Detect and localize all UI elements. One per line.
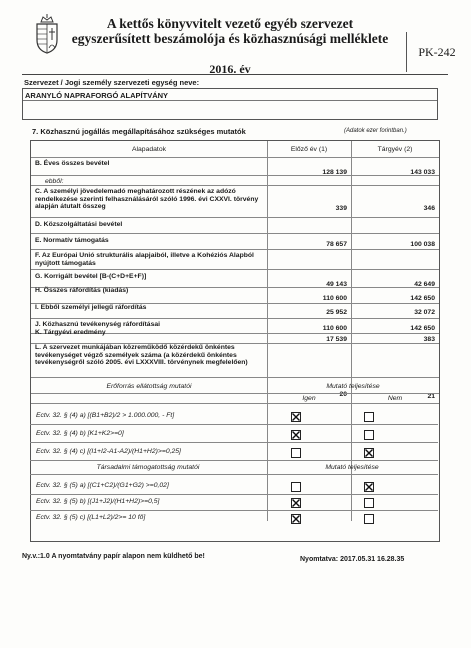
- social-row-a-yes-checkbox[interactable]: [291, 482, 301, 492]
- organization-name: ARANYLÓ NAPRAFORGÓ ALAPÍTVÁNY: [25, 91, 169, 100]
- row-e-label: E. Normatív támogatás: [35, 237, 109, 244]
- social-status-heading: Mutató teljesítése: [325, 464, 379, 471]
- form-title-line2: egyszerűsített beszámolója és közhasznúsági melléklete: [71, 31, 389, 46]
- check-mark-icon: [292, 413, 300, 421]
- resource-row-a-no-checkbox[interactable]: [364, 412, 374, 422]
- row-k-prev: 17 539: [326, 336, 347, 343]
- social-row-c-no-checkbox[interactable]: [364, 514, 374, 524]
- organization-box: [22, 88, 438, 120]
- header-current-year: Tárgyév (2): [377, 146, 413, 153]
- resource-row-b-no-checkbox[interactable]: [364, 430, 374, 440]
- social-row-b-no-checkbox[interactable]: [364, 498, 374, 508]
- social-row-a-label: Ectv. 32. § (5) a) [(C1+C2)/(G1+G2) >=0,02]: [36, 482, 169, 489]
- row-g-curr: 42 649: [414, 281, 435, 288]
- row-ebbol-label: ebből:: [45, 178, 64, 185]
- header-prev-year: Előző év (1): [290, 146, 328, 153]
- check-mark-icon: [365, 483, 373, 491]
- row-j-label: J. Közhasznú tevékenység ráfordításai: [35, 321, 161, 328]
- social-row-c-label: Ectv. 32. § (5) c) [(L1+L2)/2>= 10 fő]: [36, 514, 146, 521]
- row-k-curr: 383: [423, 336, 435, 343]
- social-row-c-yes-checkbox[interactable]: [291, 514, 301, 524]
- print-timestamp: Nyomtatva: 2017.05.31 16.28.35: [300, 556, 405, 563]
- row-d-label: D. Közszolgáltatási bevétel: [35, 221, 123, 228]
- form-header: [22, 6, 456, 76]
- row-f-label: F. Az Európai Unió strukturális alapjaiból, illetve a Kohéziós Alapból nyújtott támogatás: [35, 252, 254, 267]
- row-b-curr: 143 033: [410, 169, 435, 176]
- resource-yes-heading: Igen: [302, 395, 316, 402]
- header-divider: [22, 74, 448, 75]
- row-b-label: B. Éves összes bevétel: [35, 160, 110, 167]
- row-c-curr: 346: [423, 205, 435, 212]
- form-title: [70, 16, 390, 46]
- organization-divider: [23, 100, 437, 101]
- header-item: Alapadatok: [131, 146, 166, 153]
- row-k-label: K. Tárgyévi eredmény: [35, 329, 106, 336]
- check-mark-icon: [292, 499, 300, 507]
- form-year: 2016. év: [209, 62, 251, 76]
- form-code: PK-242: [406, 32, 467, 72]
- row-i-curr: 32 072: [414, 309, 435, 316]
- row-l-label: L. A szervezet munkájában közreműködő közérdekű önkéntes tevékenységet végző személyek száma (a közérdekű önkéntes tevékenységről szóló 2005. évi LXXXVIII. törvénynek megfelelően): [35, 344, 248, 366]
- row-h-prev: 110 600: [322, 295, 347, 302]
- check-mark-icon: [365, 449, 373, 457]
- form-title-line1: A kettős könyvvitelt vezető egyéb szervezet: [106, 16, 354, 31]
- row-g-prev: 49 143: [326, 281, 347, 288]
- resource-row-c-label: Ectv. 32. § (4) c) [(I1+I2-A1-A2)/(H1+H2)>=0,25]: [36, 448, 181, 455]
- row-divider: [30, 474, 438, 475]
- row-divider: [30, 424, 438, 425]
- hungarian-coat-of-arms-icon: [34, 14, 60, 54]
- social-row-b-yes-checkbox[interactable]: [291, 498, 301, 508]
- resource-status-heading: Mutató teljesítése: [326, 383, 380, 390]
- resource-row-a-yes-checkbox[interactable]: [291, 412, 301, 422]
- row-i-label: I. Ebből személyi jellegű ráfordítás: [35, 304, 147, 311]
- row-b-prev: 128 139: [322, 169, 347, 176]
- row-divider: [30, 494, 438, 495]
- resource-row-b-yes-checkbox[interactable]: [291, 430, 301, 440]
- row-i-prev: 25 952: [326, 309, 347, 316]
- social-heading: Társadalmi támogatottság mutatói: [96, 464, 200, 471]
- row-j-curr: 142 650: [410, 325, 435, 332]
- check-mark-icon: [292, 515, 300, 523]
- section-title: 7. Közhasznú jogállás megállapításához szükséges mutatók: [32, 127, 246, 136]
- row-e-prev: 78 657: [326, 241, 347, 248]
- row-g-label: G. Korrigált bevétel [B-(C+D+E+F)]: [35, 273, 147, 280]
- indicator-rows: [30, 140, 438, 540]
- resource-row-b-label: Ectv. 32. § (4) b) [K1+K2>=0]: [36, 430, 124, 437]
- social-row-b-label: Ectv. 32. § (5) b) [(J1+J2)/(H1+H2)>=0,5]: [36, 498, 160, 505]
- resource-row-c-no-checkbox[interactable]: [364, 448, 374, 458]
- row-divider: [30, 442, 438, 443]
- resource-row-c-yes-checkbox[interactable]: [291, 448, 301, 458]
- row-h-label: H. Összes ráfordítás (kiadás): [35, 287, 129, 294]
- organization-label: Szervezet / Jogi személy szervezeti egység neve:: [24, 78, 200, 87]
- footer-note: Ny.v.:1.0 A nyomtatvány papír alapon nem küldhető be!: [22, 553, 205, 560]
- row-l-prev: 20: [339, 391, 347, 398]
- row-divider: [30, 510, 438, 511]
- social-row-a-no-checkbox[interactable]: [364, 482, 374, 492]
- row-l-curr: 21: [427, 393, 435, 400]
- resource-heading: Erőforrás ellátottság mutatói: [106, 383, 192, 390]
- resource-no-heading: Nem: [387, 395, 403, 402]
- resource-row-a-label: Ectv. 32. § (4) a) [(B1+B2)/2 > 1.000.000, - Ft]: [36, 412, 175, 419]
- row-divider: [30, 460, 438, 461]
- row-c-prev: 339: [335, 205, 347, 212]
- check-mark-icon: [292, 431, 300, 439]
- row-e-curr: 100 038: [410, 241, 435, 248]
- row-c-label: C. A személyi jövedelemadó meghatározott részének az adózó rendelkezése szerinti felhasználásáról szóló 1996. évi CXXVI. törvény alapján átutalt összeg: [35, 188, 259, 210]
- section-note: (Adatok ezer forintban.): [344, 128, 407, 134]
- row-j-prev: 110 600: [322, 325, 347, 332]
- row-h-curr: 142 650: [410, 295, 435, 302]
